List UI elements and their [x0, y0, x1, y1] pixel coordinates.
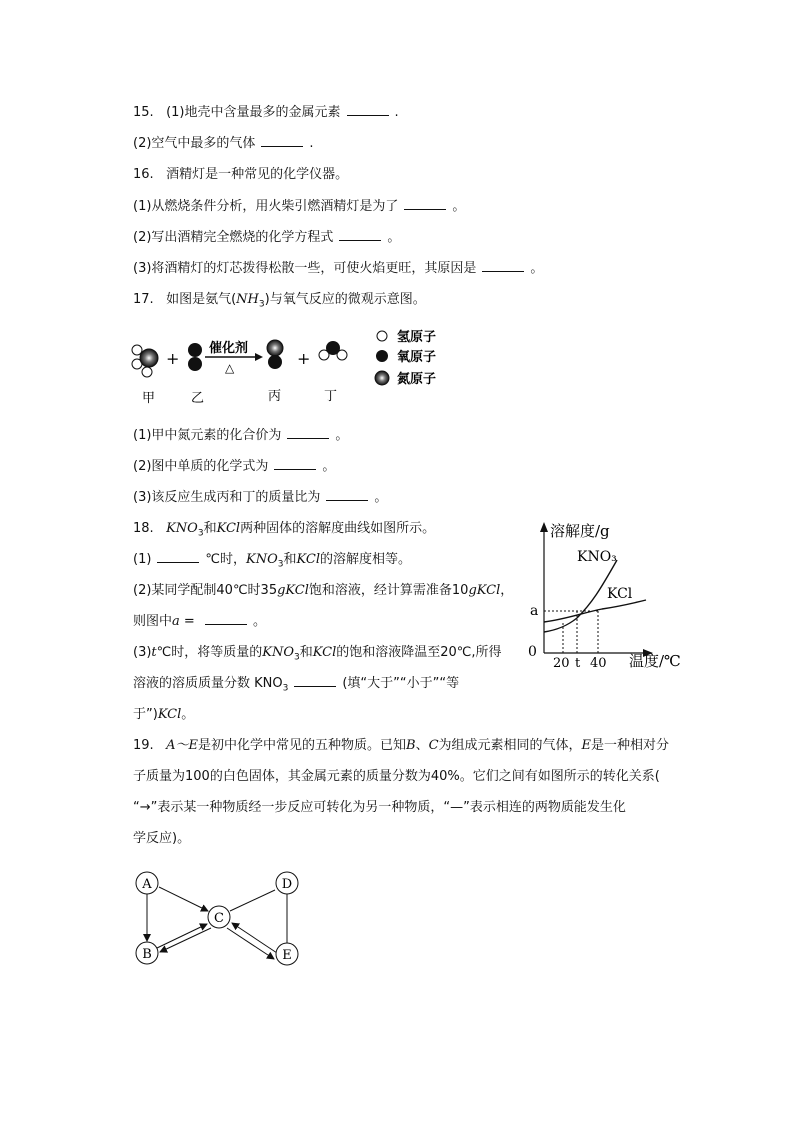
catalyst-label: 催化剂 [209, 341, 249, 356]
origin-label: 0 [528, 644, 537, 660]
answer-blank[interactable] [339, 228, 381, 241]
label-jia: 甲 [142, 391, 156, 406]
molecule-yi-o2 [188, 343, 202, 371]
plus-sign: + [166, 349, 180, 368]
q18-stem: 18. $KNO_3$和KCl两种固体的溶解度曲线如图所示。 [133, 521, 436, 539]
molecule-jia-nh3 [132, 345, 158, 377]
answer-blank[interactable] [287, 426, 329, 439]
q18-part1: (1) ℃时，$KNO_3$和KCl的溶解度相等。 [133, 552, 412, 570]
legend-nitrogen-icon [375, 371, 389, 385]
edge-c-to-e [227, 928, 274, 959]
answer-blank[interactable] [326, 488, 368, 501]
q18-part2-line1: (2)某同学配制40℃时35gKCl饱和溶液，经计算需准备10gKCl， [133, 583, 514, 598]
svg-text:C: C [214, 911, 224, 926]
node-e [276, 943, 298, 965]
edge-c-to-b [160, 928, 211, 952]
heat-symbol: △ [225, 361, 235, 375]
answer-blank[interactable] [261, 134, 303, 147]
answer-blank[interactable] [205, 612, 247, 625]
x-tick-40: 40 [590, 656, 607, 671]
legend-oxygen-icon [376, 350, 388, 362]
q15-part1: 15. (1)地壳中含量最多的金属元素 . [133, 105, 399, 120]
label-ding: 丁 [324, 389, 338, 404]
kcl-label: KCl [607, 586, 633, 602]
q16-part2: (2)写出酒精完全燃烧的化学方程式 。 [133, 230, 401, 245]
q15-part2: (2)空气中最多的气体 . [133, 136, 314, 151]
label-bing: 丙 [268, 389, 282, 404]
y-axis-label: 溶解度/g [550, 522, 610, 540]
x-tick-20: 20 [553, 656, 570, 671]
svg-text:B: B [142, 947, 152, 962]
relation-diagram [125, 865, 315, 975]
y-axis-arrow-icon [540, 522, 548, 532]
q17-part2: (2)图中单质的化学式为 。 [133, 459, 336, 474]
q18-part3-line3: 于”)KCl。 [133, 707, 195, 722]
legend-oxygen: 氧原子 [397, 350, 437, 365]
answer-blank[interactable] [157, 550, 199, 563]
node-a [136, 872, 158, 894]
q17-stem: 17. 如图是氨气$(NH_3)$与氧气反应的微观示意图。 [133, 292, 426, 310]
legend-hydrogen-icon [377, 331, 387, 341]
node-d [276, 872, 298, 894]
x-axis-label: 温度/℃ [629, 652, 681, 670]
x-tick-t: t [575, 656, 581, 671]
svg-text:E: E [282, 948, 292, 963]
q18-part3-line2: 溶液的溶质质量分数 $KNO_3$ (填“大于”“小于”“等 [133, 676, 460, 694]
reaction-diagram [125, 328, 475, 410]
q16-part1: (1)从燃烧条件分析，用火柴引燃酒精灯是为了 。 [133, 199, 466, 214]
kcl-curve [544, 600, 646, 622]
y-tick-a: a [530, 603, 539, 619]
svg-text:D: D [281, 877, 293, 892]
q17-part1: (1)甲中氮元素的化合价为 。 [133, 428, 349, 443]
q18-part3-line1: (3)t℃时，将等质量的$KNO_3$和KCl的饱和溶液降温至20℃,所得 [133, 645, 502, 663]
plus-sign: + [297, 349, 311, 368]
answer-blank[interactable] [294, 674, 336, 687]
node-b [136, 942, 158, 964]
answer-blank[interactable] [404, 197, 446, 210]
q16-part3: (3)将酒精灯的灯芯拨得松散一些，可使火焰更旺，其原因是 。 [133, 261, 544, 276]
q19-line2: 子质量为100的白色固体，其金属元素的质量分数为40%。它们之间有如图所示的转化关系( [133, 769, 660, 784]
q16-stem: 16. 酒精灯是一种常见的化学仪器。 [133, 167, 349, 182]
kno3-label: KNO₃ [577, 549, 617, 565]
legend-nitrogen: 氮原子 [397, 372, 437, 387]
q19-line4: 学反应)。 [133, 831, 191, 846]
q19-line3: “→”表示某一种物质经一步反应可转化为另一种物质，“—”表示相连的两物质能发生化 [133, 800, 626, 815]
svg-text:A: A [142, 877, 152, 892]
edge-d-c [230, 890, 275, 911]
label-yi: 乙 [191, 391, 205, 406]
answer-blank[interactable] [347, 103, 389, 116]
q19-line1: 19. A～E是初中化学中常见的五种物质。已知B、C为组成元素相同的气体，E是一种相对分 [133, 738, 670, 753]
answer-blank[interactable] [274, 457, 316, 470]
edge-a-to-c [159, 887, 208, 911]
solubility-graph [522, 518, 697, 673]
answer-blank[interactable] [482, 259, 524, 272]
q17-part3: (3)该反应生成丙和丁的质量比为 。 [133, 490, 388, 505]
molecule-ding-h2o [319, 341, 347, 360]
node-c [208, 906, 230, 928]
edge-e-to-c [232, 923, 277, 953]
q18-part2-line2: 则图中a = 。 [133, 614, 266, 629]
legend-hydrogen: 氢原子 [397, 330, 437, 345]
reaction-arrowhead [255, 353, 263, 361]
molecule-bing-no [267, 340, 283, 369]
edge-b-to-c [157, 924, 207, 948]
